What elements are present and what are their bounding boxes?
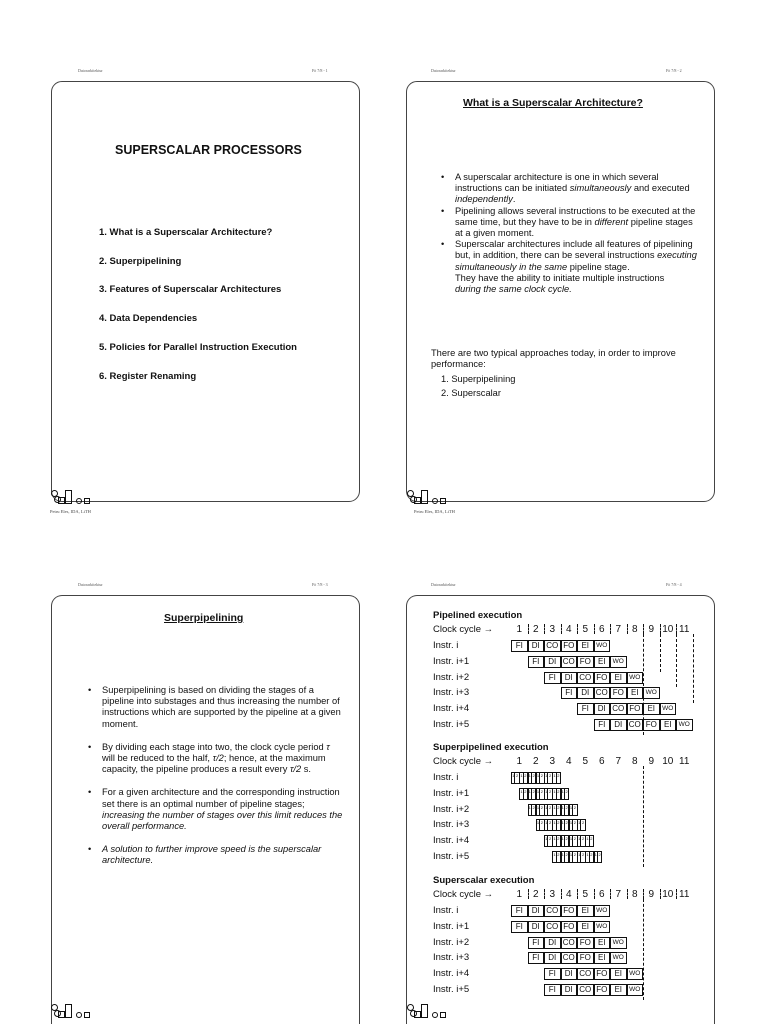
pipelined-instr-label: Instr. i+2: [433, 671, 470, 683]
superscalar-title: Superscalar execution: [433, 875, 535, 886]
superscalar-cycle-number: 3: [549, 889, 556, 900]
superscalar-cycle-tick: [594, 889, 595, 899]
superscalar-cycle-tick: [544, 889, 545, 899]
stage-box-ei: EI: [594, 952, 611, 964]
stage-box-di: DI: [544, 656, 561, 668]
substage-label: 1: [570, 805, 573, 815]
superpipelined-instr-label: Instr. i+1: [433, 787, 470, 799]
substage-label: 1: [570, 820, 573, 830]
stage-box-fo: FO: [577, 937, 594, 949]
substage-label: 2: [557, 788, 560, 794]
pipelined-instr-label: Instr. i+1: [433, 655, 470, 667]
slide1-header-number: Fö 7/8 - 1: [312, 68, 328, 73]
superpipelined-cycle-number: 7: [615, 756, 622, 767]
pipelined-cycle-tick: [561, 624, 562, 634]
substage-label: 2: [540, 804, 543, 810]
pipelined-cycle-tick: [577, 624, 578, 634]
substage-label: 1: [520, 789, 523, 799]
stage-box-ei: EI: [610, 984, 627, 996]
stage-box-co: CO: [594, 687, 611, 699]
stage-box-fi: FI: [594, 719, 611, 731]
substage-label: 1: [595, 852, 598, 862]
pipelined-instr-label: Instr. i+5: [433, 719, 470, 730]
stage-box-fo: FO: [561, 921, 578, 933]
stage-box-fi: FI: [511, 921, 528, 933]
stage-box-co: CO: [561, 952, 578, 964]
pipelined-cycle-number: 7: [615, 624, 622, 635]
superscalar-cycle-tick: [577, 889, 578, 899]
ida-logo-icon: [50, 1004, 96, 1022]
slide2-bullets: [441, 172, 701, 295]
stage-box-di: DI: [528, 905, 545, 917]
pipelined-cycle-number: 5: [582, 624, 589, 635]
pipelined-completion-guide: [676, 634, 677, 687]
stage-box-ei: EI: [577, 640, 594, 652]
superscalar-instr-label: Instr. i: [433, 905, 459, 916]
stage-box-fi: FI: [511, 905, 528, 917]
pipeline-diagrams: [407, 596, 716, 1024]
pipelined-completion-guide: [660, 634, 661, 672]
stage-box-fo: FO: [643, 719, 660, 731]
stage-box-fo: FO: [594, 968, 611, 980]
pipelined-cycle-tick: [643, 624, 644, 634]
substage-label: 1: [562, 852, 565, 862]
substage-label: 1: [545, 789, 548, 799]
substage-label: 1: [520, 773, 523, 783]
substage-box-wo: [577, 819, 586, 831]
pipelined-title: Pipelined execution: [433, 610, 523, 621]
stage-box-wo: WO: [643, 687, 660, 699]
stage-box-di: DI: [544, 952, 561, 964]
substage-label: 2: [581, 836, 585, 842]
superscalar-cycle-number: 5: [582, 889, 589, 900]
stage-box-co: CO: [561, 937, 578, 949]
pipelined-instr-label: Instr. i: [433, 640, 459, 651]
substage-label: 2: [581, 820, 585, 826]
superscalar-cycle-number: 6: [598, 889, 605, 900]
superscalar-instr-label: Instr. i+3: [433, 952, 470, 964]
stage-box-fo: FO: [594, 984, 611, 996]
stage-box-ei: EI: [627, 687, 644, 699]
substage-label: 2: [540, 788, 543, 794]
superpipelined-completion-guide: [643, 766, 644, 867]
ida-logo-icon: [406, 1004, 452, 1022]
slide4-header-course: Datorarkitektur: [431, 582, 456, 587]
pipelined-cycle-number: 3: [549, 624, 556, 635]
slide2-bullet-3: • Superscalar architectures include all features of pipelining but, in addition, there can be several instructions executing simultaneously in the same pipeline stage. They have the ability to initiate multiple instructions during the same clock cycle.: [441, 239, 701, 295]
superscalar-instr-label: Instr. i+1: [433, 920, 470, 932]
stage-box-ei: EI: [610, 968, 627, 980]
pipelined-cycle-number: 11: [679, 624, 690, 635]
substage-label: 2: [548, 804, 552, 810]
stage-box-ei: EI: [577, 921, 594, 933]
stage-box-co: CO: [627, 719, 644, 731]
slide-3: [51, 595, 360, 1024]
stage-box-di: DI: [561, 672, 578, 684]
stage-box-fo: FO: [610, 687, 627, 699]
superpipelined-instr-label: Instr. i+3: [433, 819, 470, 831]
superpipelined-cycle-number: 10: [662, 756, 674, 767]
toc-item-6: 6. Register Renaming: [99, 371, 197, 382]
substage-label: 2: [581, 852, 585, 857]
pipelined-completion-guide: [693, 634, 694, 703]
substage-label: 1: [537, 805, 540, 815]
superscalar-cycle-number: 9: [648, 889, 655, 900]
stage-box-fi: FI: [528, 937, 545, 949]
substage-label: 1: [545, 773, 548, 783]
substage-label: 2: [557, 820, 560, 826]
toc-item-2: 2. Superpipelining: [99, 256, 182, 267]
stage-box-ei: EI: [577, 905, 594, 917]
pipelined-cycle-tick: [610, 624, 611, 634]
superscalar-cycle-tick: [643, 889, 644, 899]
slide2-title: What is a Superscalar Architecture?: [463, 97, 643, 109]
substage-label: 2: [573, 820, 576, 826]
stage-box-di: DI: [610, 719, 627, 731]
stage-box-fo: FO: [561, 905, 578, 917]
superscalar-cycle-tick: [561, 889, 562, 899]
stage-box-ei: EI: [594, 656, 611, 668]
superpipelined-instr-label: Instr. i+2: [433, 803, 470, 815]
stage-box-ei: EI: [594, 937, 611, 949]
toc-item-4: 4. Data Dependencies: [99, 313, 198, 324]
toc-item-5: 5. Policies for Parallel Instruction Execution: [99, 342, 297, 353]
substage-label: 2: [557, 804, 560, 810]
stage-box-wo: WO: [610, 952, 627, 964]
stage-box-di: DI: [561, 984, 578, 996]
superpipelined-cycle-number: 6: [598, 756, 605, 767]
stage-box-di: DI: [544, 937, 561, 949]
substage-box-wo: [569, 804, 578, 816]
stage-box-co: CO: [561, 656, 578, 668]
superpipelined-title: Superpipelined execution: [433, 742, 549, 753]
pipelined-cycle-number: 1: [516, 624, 523, 635]
toc-item-1: 1. What is a Superscalar Architecture?: [99, 227, 273, 238]
stage-box-wo: WO: [594, 905, 611, 917]
stage-box-di: DI: [561, 968, 578, 980]
slide-1: [51, 81, 360, 502]
substage-label: 2: [590, 852, 593, 857]
stage-box-fo: FO: [561, 640, 578, 652]
substage-label: 1: [553, 836, 556, 846]
stage-box-di: DI: [594, 703, 611, 715]
substage-label: 1: [545, 805, 548, 815]
slide2-footer-author: Petru Eles, IDA, LiTH: [414, 509, 455, 514]
substage-label: 1: [537, 773, 540, 783]
pipelined-completion-guide: [643, 634, 644, 735]
pipelined-cycle-number: 4: [565, 624, 572, 635]
slide3-bullet-2: • By dividing each stage into two, the clock cycle period τ will be reduced to the half, τ/2; hence, at the maximum capacity, the pipeline produces a result every τ/2 s.: [88, 742, 343, 776]
stage-box-fi: FI: [528, 656, 545, 668]
superpipelined-instr-label: Instr. i+4: [433, 835, 470, 847]
substage-label: 2: [548, 773, 552, 778]
substage-label: 1: [586, 852, 589, 862]
slide3-bullet-4: • A solution to further improve speed is the superscalar architecture.: [88, 844, 343, 866]
pipelined-cycle-tick: [528, 624, 529, 634]
stage-box-fo: FO: [627, 703, 644, 715]
ida-logo-icon: [50, 490, 96, 508]
stage-box-co: CO: [544, 921, 561, 933]
stage-box-ei: EI: [610, 672, 627, 684]
slide2-approach-2: 2. Superscalar: [441, 388, 501, 398]
substage-label: 2: [565, 804, 568, 810]
stage-box-di: DI: [528, 640, 545, 652]
superpipelined-cycle-number: 9: [648, 756, 655, 767]
substage-label: 2: [540, 820, 543, 826]
stage-box-wo: WO: [627, 984, 644, 996]
pipelined-cycle-number: 9: [648, 624, 655, 635]
slide2-header-number: Fö 7/8 - 2: [666, 68, 682, 73]
stage-box-wo: WO: [594, 921, 611, 933]
pipelined-cycle-number: 8: [631, 624, 638, 635]
substage-label: 1: [578, 836, 581, 846]
substage-label: 1: [529, 805, 532, 815]
ida-logo-icon: [406, 490, 452, 508]
stage-box-wo: WO: [660, 703, 677, 715]
stage-box-fi: FI: [544, 984, 561, 996]
superscalar-cycle-number: 10: [662, 889, 674, 900]
superscalar-instr-label: Instr. i+2: [433, 936, 470, 948]
pipelined-cycle-tick: [544, 624, 545, 634]
superscalar-cycle-tick: [627, 889, 628, 899]
stage-box-di: DI: [577, 687, 594, 699]
substage-label: 2: [573, 852, 576, 857]
substage-label: 1: [529, 773, 532, 783]
substage-label: 2: [548, 836, 552, 842]
stage-box-fo: FO: [594, 672, 611, 684]
superpipelined-cycle-number: 3: [549, 756, 556, 767]
substage-label: 2: [565, 836, 568, 842]
substage-label: 1: [570, 852, 573, 862]
stage-box-co: CO: [577, 968, 594, 980]
pipelined-instr-label: Instr. i+4: [433, 703, 470, 715]
substage-label: 2: [573, 836, 576, 842]
stage-box-co: CO: [610, 703, 627, 715]
substage-label: 2: [515, 773, 519, 778]
superscalar-cycle-number: 11: [679, 889, 690, 900]
substage-label: 2: [565, 852, 568, 857]
stage-box-co: CO: [577, 984, 594, 996]
stage-box-fi: FI: [577, 703, 594, 715]
substage-label: 1: [553, 773, 556, 783]
stage-box-wo: WO: [610, 937, 627, 949]
stage-box-di: DI: [528, 921, 545, 933]
superpipelined-instr-label: Instr. i: [433, 772, 459, 783]
substage-label: 1: [545, 820, 548, 830]
slide3-header-course: Datorarkitektur: [78, 582, 103, 587]
substage-label: 2: [565, 788, 568, 794]
substage-label: 2: [532, 788, 535, 794]
substage-label: 1: [537, 789, 540, 799]
substage-label: 2: [548, 820, 552, 826]
substage-label: 2: [565, 820, 568, 826]
substage-label: 1: [529, 789, 532, 799]
substage-label: 2: [540, 773, 543, 778]
superpipelined-cycle-number: 4: [565, 756, 572, 767]
stage-box-co: CO: [544, 905, 561, 917]
superscalar-cycle-tick: [528, 889, 529, 899]
substage-label: 1: [545, 836, 548, 846]
superpipelined-cycle-number: 11: [679, 756, 690, 767]
superscalar-instr-label: Instr. i+4: [433, 968, 470, 980]
slide2-header-course: Datorarkitektur: [431, 68, 456, 73]
substage-label: 1: [537, 820, 540, 830]
substage-label: 2: [557, 852, 560, 857]
superscalar-clock-label: Clock cycle →: [433, 889, 494, 900]
pipelined-cycle-tick: [676, 624, 677, 634]
pipelined-cycle-number: 10: [662, 624, 674, 635]
substage-box-wo: [561, 788, 570, 800]
pipelined-cycle-tick: [660, 624, 661, 634]
slide4-header-number: Fö 7/8 - 4: [666, 582, 682, 587]
slide3-bullets: [88, 685, 343, 879]
stage-box-fo: FO: [577, 952, 594, 964]
substage-label: 2: [548, 788, 552, 794]
substage-label: 1: [578, 820, 581, 830]
superscalar-instr-label: Instr. i+5: [433, 984, 470, 995]
slide3-title: Superpipelining: [164, 612, 244, 624]
stage-box-co: CO: [577, 672, 594, 684]
substage-label: 2: [524, 773, 527, 778]
substage-label: 1: [562, 789, 565, 799]
substage-label: 2: [557, 773, 560, 778]
stage-box-fi: FI: [544, 672, 561, 684]
substage-box-wo: [585, 835, 594, 847]
substage-label: 1: [562, 836, 565, 846]
superpipelined-clock-label: Clock cycle →: [433, 756, 494, 767]
slide2-bullet-2: • Pipelining allows several instructions to be executed at the same time, but they have to be in different pipeline stages at a given moment.: [441, 206, 701, 240]
substage-label: 2: [598, 852, 601, 857]
superpipelined-cycle-number: 2: [532, 756, 539, 767]
substage-box-wo: [594, 851, 603, 863]
slide1-title: SUPERSCALAR PROCESSORS: [115, 143, 302, 157]
slide3-bullet-1: • Superpipelining is based on dividing the stages of a pipeline into substages and thus increasing the number of instructions which are supported by the pipeline at a given moment.: [88, 685, 343, 730]
substage-label: 1: [553, 820, 556, 830]
stage-box-fi: FI: [561, 687, 578, 699]
pipelined-clock-label: Clock cycle →: [433, 624, 494, 635]
substage-label: 1: [586, 836, 589, 846]
pipelined-cycle-number: 6: [598, 624, 605, 635]
stage-box-ei: EI: [660, 719, 677, 731]
superpipelined-cycle-number: 5: [582, 756, 589, 767]
superscalar-cycle-number: 4: [565, 889, 572, 900]
superpipelined-cycle-number: 8: [631, 756, 638, 767]
superscalar-completion-guide: [643, 899, 644, 1000]
stage-box-ei: EI: [643, 703, 660, 715]
stage-box-wo: WO: [610, 656, 627, 668]
stage-box-wo: WO: [627, 672, 644, 684]
stage-box-fo: FO: [577, 656, 594, 668]
slide3-header-number: Fö 7/8 - 3: [312, 582, 328, 587]
slide3-bullet-3: • For a given architecture and the corresponding instruction set there is an optimal number of pipeline stages; increasing the number of stages over this limit reduces the overall performance.: [88, 787, 343, 832]
superpipelined-instr-label: Instr. i+5: [433, 851, 470, 862]
superscalar-cycle-number: 2: [532, 889, 539, 900]
substage-label: 1: [578, 852, 581, 862]
substage-label: 1: [562, 820, 565, 830]
substage-label: 1: [562, 805, 565, 815]
substage-label: 2: [573, 804, 576, 810]
stage-box-fi: FI: [511, 640, 528, 652]
stage-box-wo: WO: [594, 640, 611, 652]
stage-box-wo: WO: [627, 968, 644, 980]
superscalar-cycle-number: 7: [615, 889, 622, 900]
substage-label: 2: [532, 773, 535, 778]
superscalar-cycle-tick: [610, 889, 611, 899]
slide-2: [406, 81, 715, 502]
slide1-header-course: Datorarkitektur: [78, 68, 103, 73]
substage-label: 2: [590, 836, 593, 842]
substage-box-wo: [552, 772, 561, 784]
superscalar-cycle-number: 8: [631, 889, 638, 900]
stage-box-co: CO: [544, 640, 561, 652]
substage-label: 1: [570, 836, 573, 846]
slide-4: [406, 595, 715, 1024]
substage-label: 2: [524, 788, 527, 794]
slide2-approach-1: 1. Superpipelining: [441, 374, 516, 384]
pipelined-cycle-tick: [594, 624, 595, 634]
superscalar-cycle-tick: [660, 889, 661, 899]
stage-box-wo: WO: [676, 719, 693, 731]
toc-item-3: 3. Features of Superscalar Architectures: [99, 284, 282, 295]
slide2-intro: There are two typical approaches today, in order to improve performance:: [431, 348, 676, 369]
stage-box-fi: FI: [544, 968, 561, 980]
slide2-bullet-1: • A superscalar architecture is one in which several instructions can be initiated simultaneously and executed independently.: [441, 172, 701, 206]
substage-label: 1: [553, 852, 556, 862]
stage-box-fi: FI: [528, 952, 545, 964]
slide1-footer-author: Petru Eles, IDA, LiTH: [50, 509, 91, 514]
substage-label: 1: [553, 789, 556, 799]
substage-label: 2: [532, 804, 535, 810]
superscalar-cycle-tick: [676, 889, 677, 899]
substage-label: 2: [557, 836, 560, 842]
pipelined-instr-label: Instr. i+3: [433, 687, 470, 699]
superpipelined-cycle-number: 1: [516, 756, 523, 767]
pipelined-cycle-number: 2: [532, 624, 539, 635]
pipelined-cycle-tick: [627, 624, 628, 634]
substage-label: 1: [512, 773, 515, 783]
superscalar-cycle-number: 1: [516, 889, 523, 900]
substage-label: 1: [553, 805, 556, 815]
